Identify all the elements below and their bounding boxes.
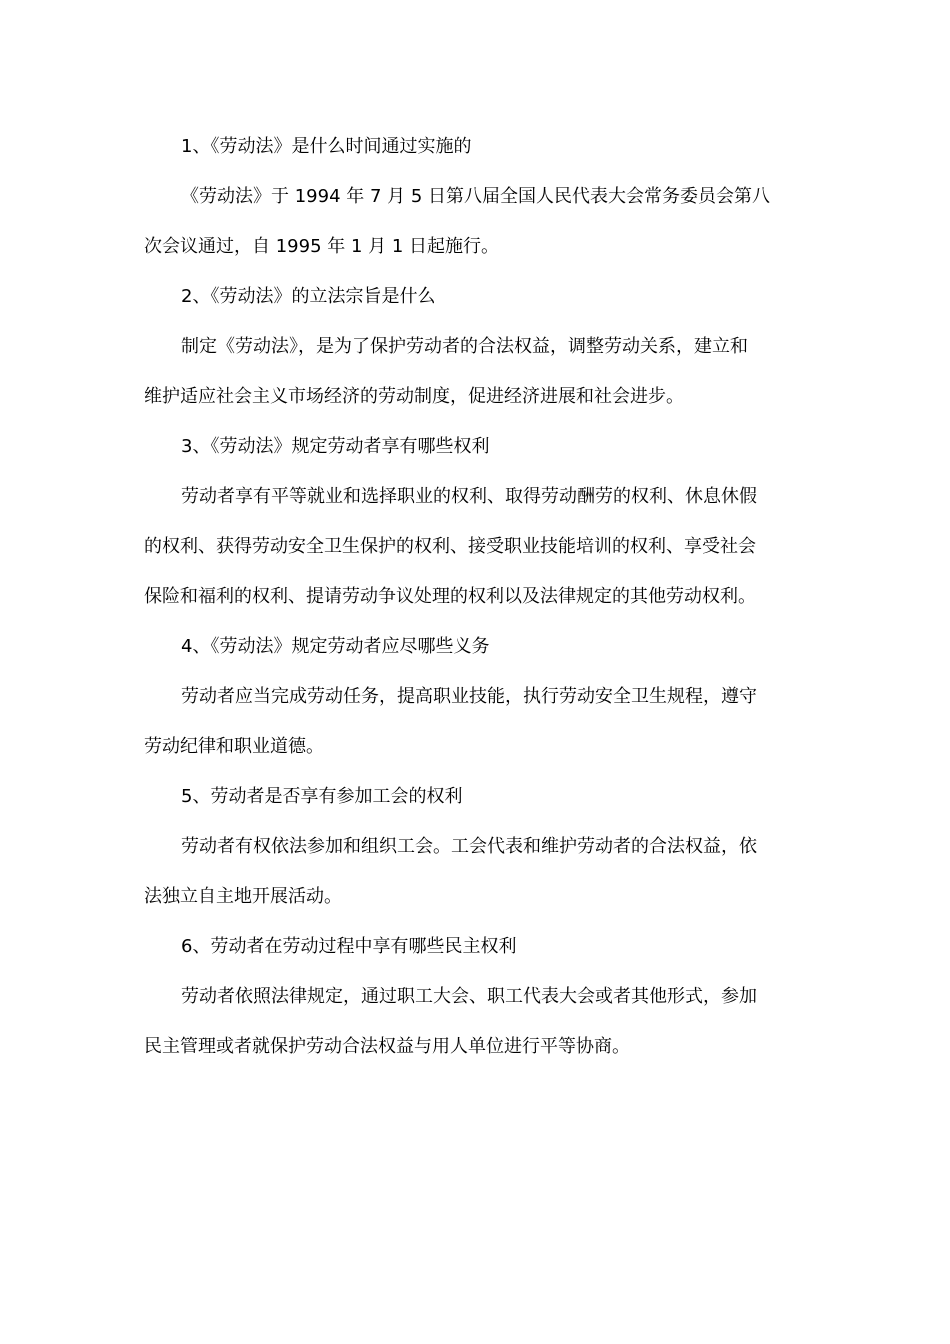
question-heading: 6、劳动者在劳动过程中享有哪些民主权利 [181,936,517,957]
document-page [144,122,800,1072]
qa-section-2 [144,272,800,422]
answer-line: 法独立自主地开展活动。 [144,886,342,907]
qa-section-4 [144,622,800,772]
qa-section-6 [144,922,800,1072]
qa-section-1 [144,122,800,272]
answer-line: 次会议通过，自 1995 年 1 月 1 日起施行。 [144,236,500,257]
answer-line: 劳动纪律和职业道德。 [144,736,324,757]
answer-line: 劳动者应当完成劳动任务，提高职业技能，执行劳动安全卫生规程，遵守 [181,686,757,707]
question-heading: 5、劳动者是否享有参加工会的权利 [181,786,463,807]
answer-line: 维护适应社会主义市场经济的劳动制度，促进经济进展和社会进步。 [144,386,684,407]
answer-line: 制定《劳动法》，是为了保护劳动者的合法权益，调整劳动关系，建立和 [181,336,748,357]
answer-line: 劳动者依照法律规定，通过职工大会、职工代表大会或者其他形式，参加 [181,986,757,1007]
qa-section-3 [144,422,800,622]
answer-line: 保险和福利的权利、提请劳动争议处理的权利以及法律规定的其他劳动权利。 [144,586,756,607]
question-heading: 3、《劳动法》规定劳动者享有哪些权利 [181,436,490,457]
answer-line: 劳动者享有平等就业和选择职业的权利、取得劳动酬劳的权利、休息休假 [181,486,757,507]
question-heading: 4、《劳动法》规定劳动者应尽哪些义务 [181,636,490,657]
answer-line: 的权利、获得劳动安全卫生保护的权利、接受职业技能培训的权利、享受社会 [144,536,756,557]
qa-section-5 [144,772,800,922]
question-heading: 1、《劳动法》是什么时间通过实施的 [181,136,472,157]
answer-line: 民主管理或者就保护劳动合法权益与用人单位进行平等协商。 [144,1036,630,1057]
answer-line: 劳动者有权依法参加和组织工会。工会代表和维护劳动者的合法权益，依 [181,836,757,857]
question-heading: 2、《劳动法》的立法宗旨是什么 [181,286,436,307]
answer-line: 《劳动法》于 1994 年 7 月 5 日第八届全国人民代表大会常务委员会第八 [181,186,771,207]
